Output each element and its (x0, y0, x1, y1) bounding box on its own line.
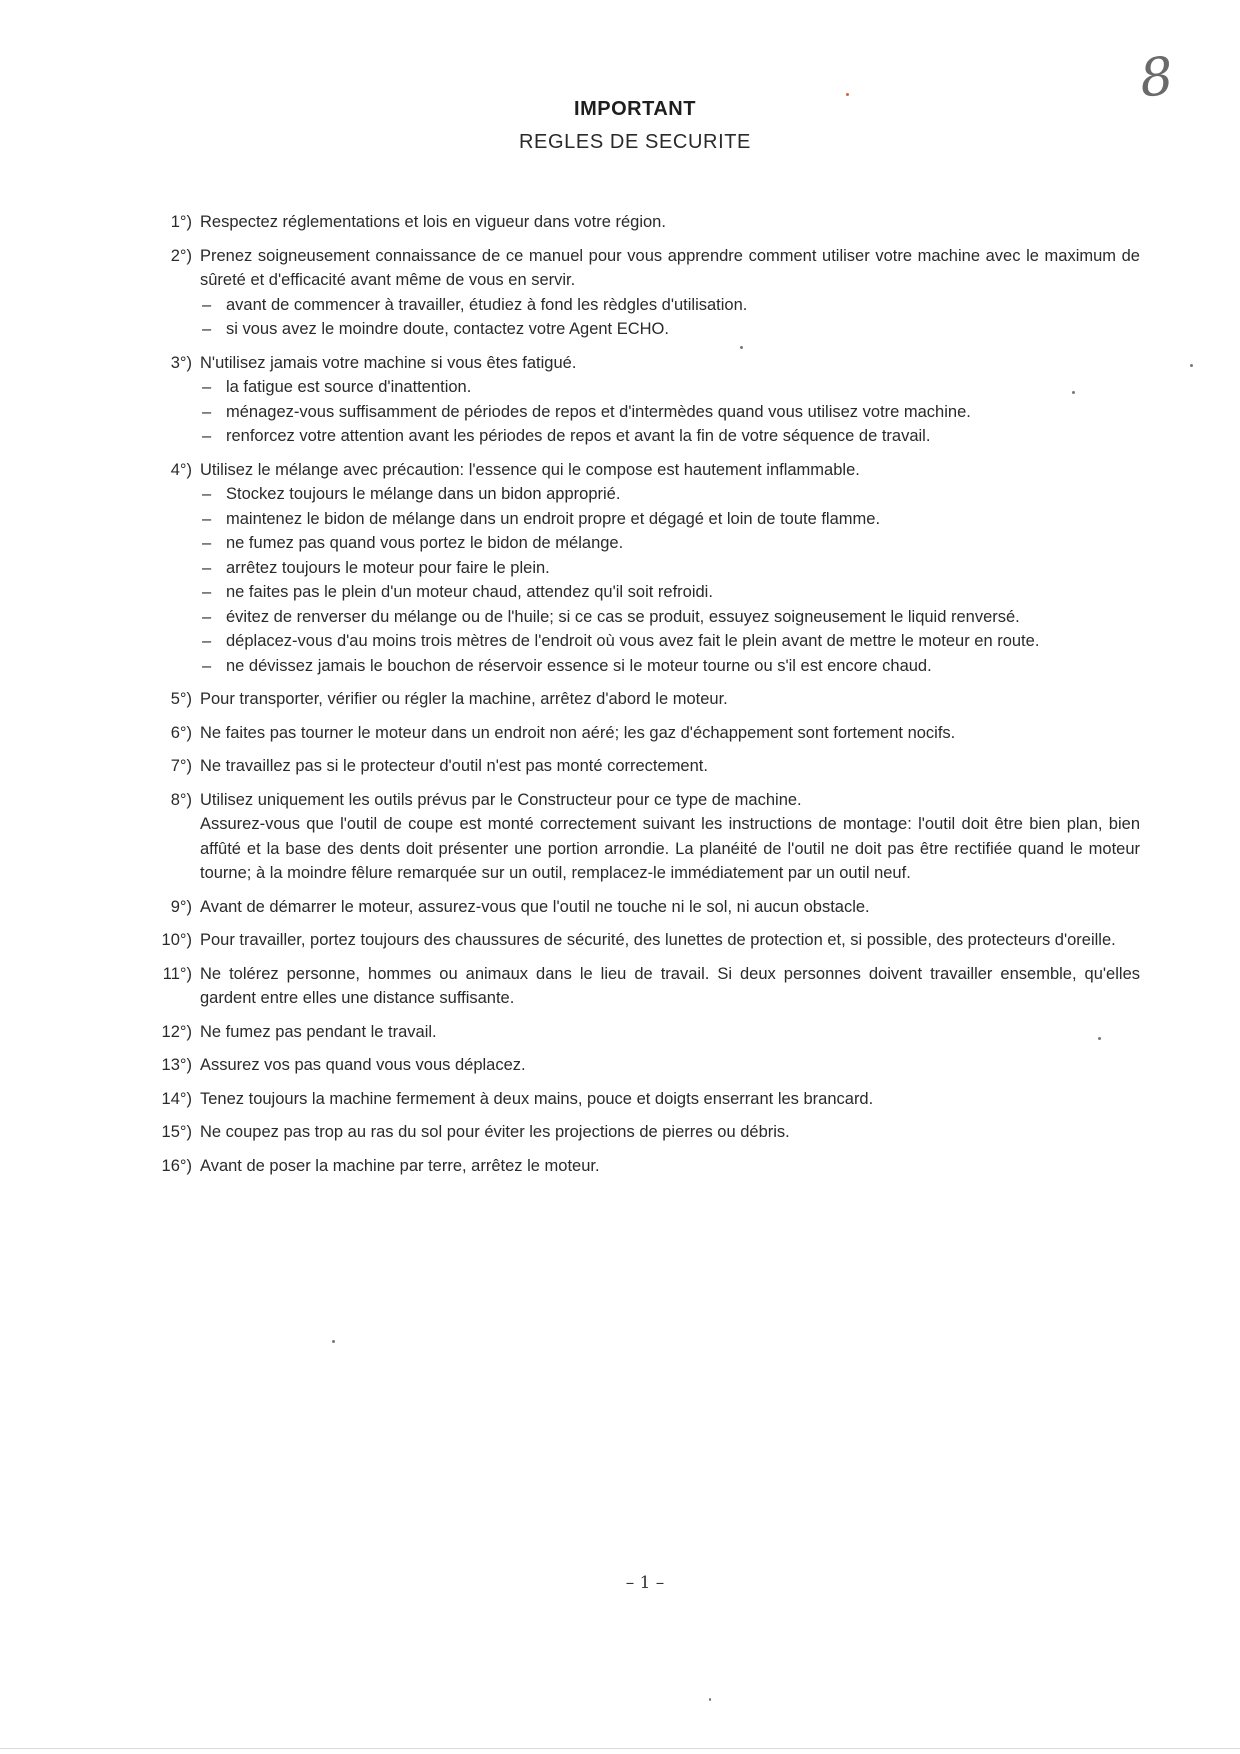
safety-rules-list (140, 210, 1140, 1187)
rule-number: 10°) (161, 931, 192, 949)
rule-text: N'utilisez jamais votre machine si vous êtes fatigué. (200, 353, 577, 372)
rule-number: 8°) (170, 790, 192, 809)
rule-content (200, 721, 1140, 746)
scan-speck (332, 1340, 335, 1343)
rule-text: Tenez toujours la machine fermement à deux mains, pouce et doigts enserrant les brancard. (200, 1089, 874, 1108)
rule-text: Prenez soigneusement connaissance de ce manuel pour vous apprendre comment utiliser votre machine avec le maximum de sûreté et d'efficacité avant même de vous en servir. (200, 246, 1140, 289)
rule-item (140, 895, 1140, 920)
rule-item (140, 1020, 1140, 1045)
rule-subitem-text: déplacez-vous d'au moins trois mètres de l'endroit où vous avez fait le plein avant de mettre le moteur en route. (226, 632, 1040, 650)
scan-speck (1072, 391, 1075, 394)
rule-number: 2°) (170, 246, 192, 265)
rule-subitem (200, 629, 1140, 654)
dash-bullet: – (202, 485, 212, 503)
rule-text: Ne tolérez personne, hommes ou animaux dans le lieu de travail. Si deux personnes doivent travailler ensemble, qu'elles gardent entre elles une distance suffisante. (200, 964, 1140, 1007)
dash-bullet: – (202, 427, 212, 445)
rule-text: Assurez vos pas quand vous vous déplacez. (200, 1056, 526, 1074)
rule-text: Utilisez uniquement les outils prévus par le Constructeur pour ce type de machine. (200, 790, 802, 809)
rule-subitem-text: ne dévissez jamais le bouchon de réservoir essence si le moteur tourne ou s'il est encore chaud. (226, 656, 932, 675)
dash-bullet: – (202, 295, 212, 314)
rule-content (200, 351, 1140, 449)
rule-subitem (200, 605, 1140, 630)
rule-content (200, 1154, 1140, 1179)
rule-text: Pour travailler, portez toujours des chaussures de sécurité, des lunettes de protection et, si possible, des protecteurs d'oreille. (200, 931, 1116, 949)
dash-bullet: – (202, 402, 212, 421)
rule-subitem (200, 507, 1140, 532)
rule-number: 13°) (161, 1056, 192, 1074)
rule-item (140, 351, 1140, 449)
rule-item (140, 210, 1140, 235)
rule-number: 5°) (170, 690, 192, 708)
rule-subitem-text: maintenez le bidon de mélange dans un endroit propre et dégagé et loin de toute flamme. (226, 509, 881, 528)
rule-text: Ne travaillez pas si le protecteur d'outil n'est pas monté correctement. (200, 757, 708, 775)
rule-number: 7°) (170, 757, 192, 775)
rule-subitem-text: avant de commencer à travailler, étudiez à fond les rèdgles d'utilisation. (226, 295, 748, 314)
rule-number: 3°) (170, 353, 192, 372)
rule-content (200, 1120, 1140, 1145)
rule-content (200, 458, 1140, 679)
rule-subitem (200, 375, 1140, 400)
dash-bullet: – (202, 378, 212, 396)
dash-bullet: – (202, 320, 212, 338)
rule-subitem-text: la fatigue est source d'inattention. (226, 378, 472, 396)
rule-content (200, 1053, 1140, 1078)
handwritten-page-marker: 8 (1136, 46, 1177, 110)
rule-text: Pour transporter, vérifier ou régler la machine, arrêtez d'abord le moteur. (200, 690, 728, 708)
rule-text: Avant de poser la machine par terre, arrêtez le moteur. (200, 1156, 600, 1175)
rule-subitem (200, 424, 1140, 449)
page-subtitle: REGLES DE SECURITE (519, 131, 751, 153)
rule-subitem-text: ne faites pas le plein d'un moteur chaud, attendez qu'il soit refroidi. (226, 583, 713, 601)
rule-text: Ne faites pas tourner le moteur dans un endroit non aéré; les gaz d'échappement sont fortement nocifs. (200, 723, 956, 742)
rule-content (200, 1020, 1140, 1045)
rule-number: 14°) (161, 1089, 192, 1108)
rule-item (140, 1120, 1140, 1145)
scan-speck (1098, 1037, 1101, 1040)
rule-content (200, 928, 1140, 953)
rule-subitem-text: arrêtez toujours le moteur pour faire le plein. (226, 558, 550, 577)
rule-item (140, 458, 1140, 679)
dash-bullet: – (202, 607, 212, 626)
rule-subitem (200, 654, 1140, 679)
rule-number: 11°) (162, 964, 192, 983)
rule-subitem (200, 482, 1140, 507)
rule-item (140, 721, 1140, 746)
rule-content (200, 210, 1140, 235)
rule-extra-text: Assurez-vous que l'outil de coupe est monté correctement suivant les instructions de montage: l'outil doit être bien plan, bien affûté et la base des dents doit présenter une portion arrondie. La planéité de l'outil ne doit pas être rectifiée quand le moteur tourne; à la moindre fêlure remarquée sur un outil, remplacez-le immédiatement par un outil neuf. (200, 815, 1140, 882)
rule-content (200, 962, 1140, 1011)
page-title: IMPORTANT (574, 98, 696, 120)
rule-content (200, 687, 1140, 712)
rule-number: 16°) (161, 1156, 192, 1175)
scan-speck (1190, 364, 1193, 367)
dash-bullet: – (202, 558, 212, 577)
rule-content (200, 244, 1140, 342)
rule-item (140, 687, 1140, 712)
rule-number: 4°) (170, 460, 192, 479)
rule-item (140, 788, 1140, 886)
rule-subitem (200, 400, 1140, 425)
rule-text: Respectez réglementations et lois en vigueur dans votre région. (200, 213, 666, 231)
rule-subitem-text: ménagez-vous suffisamment de périodes de repos et d'intermèdes quand vous utilisez votre machine. (226, 402, 971, 421)
rule-item (140, 1154, 1140, 1179)
dash-bullet: – (202, 656, 212, 675)
rule-subitem (200, 580, 1140, 605)
rule-number: 15°) (161, 1123, 192, 1141)
rule-number: 6°) (170, 723, 192, 742)
rule-subitem-text: si vous avez le moindre doute, contactez votre Agent ECHO. (226, 320, 669, 338)
rule-item (140, 244, 1140, 342)
rule-number: 12°) (161, 1022, 192, 1041)
rule-subitem (200, 531, 1140, 556)
rule-number: 1°) (170, 213, 192, 231)
rule-content (200, 1087, 1140, 1112)
rule-item (140, 962, 1140, 1011)
dash-bullet: – (202, 583, 212, 601)
scan-speck (740, 346, 743, 349)
rule-content (200, 788, 1140, 886)
rule-text: Ne coupez pas trop au ras du sol pour éviter les projections de pierres ou débris. (200, 1123, 790, 1141)
rule-subitem (200, 317, 1140, 342)
rule-subitem (200, 556, 1140, 581)
scan-edge-line (0, 1748, 1240, 1749)
dash-bullet: – (202, 534, 212, 552)
rule-content (200, 754, 1140, 779)
rule-item (140, 1087, 1140, 1112)
rule-text: Ne fumez pas pendant le travail. (200, 1022, 437, 1041)
rule-subitem-text: renforcez votre attention avant les périodes de repos et avant la fin de votre séquence de travail. (226, 427, 931, 445)
dash-bullet: – (202, 632, 212, 650)
scan-speck (709, 1698, 711, 1701)
rule-subitem-text: ne fumez pas quand vous portez le bidon de mélange. (226, 534, 624, 552)
rule-subitem-text: Stockez toujours le mélange dans un bidon approprié. (226, 485, 621, 503)
rule-text: Utilisez le mélange avec précaution: l'essence qui le compose est hautement inflammable. (200, 460, 860, 479)
page-number: – 1 – (625, 1573, 665, 1593)
rule-subitem-text: évitez de renverser du mélange ou de l'huile; si ce cas se produit, essuyez soigneusement le liquid renversé. (226, 607, 1020, 626)
dash-bullet: – (202, 509, 212, 528)
rule-number: 9°) (170, 897, 192, 916)
rule-content (200, 895, 1140, 920)
rule-item (140, 754, 1140, 779)
rule-subitem (200, 293, 1140, 318)
rule-text: Avant de démarrer le moteur, assurez-vous que l'outil ne touche ni le sol, ni aucun obstacle. (200, 897, 870, 916)
rule-item (140, 1053, 1140, 1078)
rule-item (140, 928, 1140, 953)
scan-speck (846, 93, 849, 96)
